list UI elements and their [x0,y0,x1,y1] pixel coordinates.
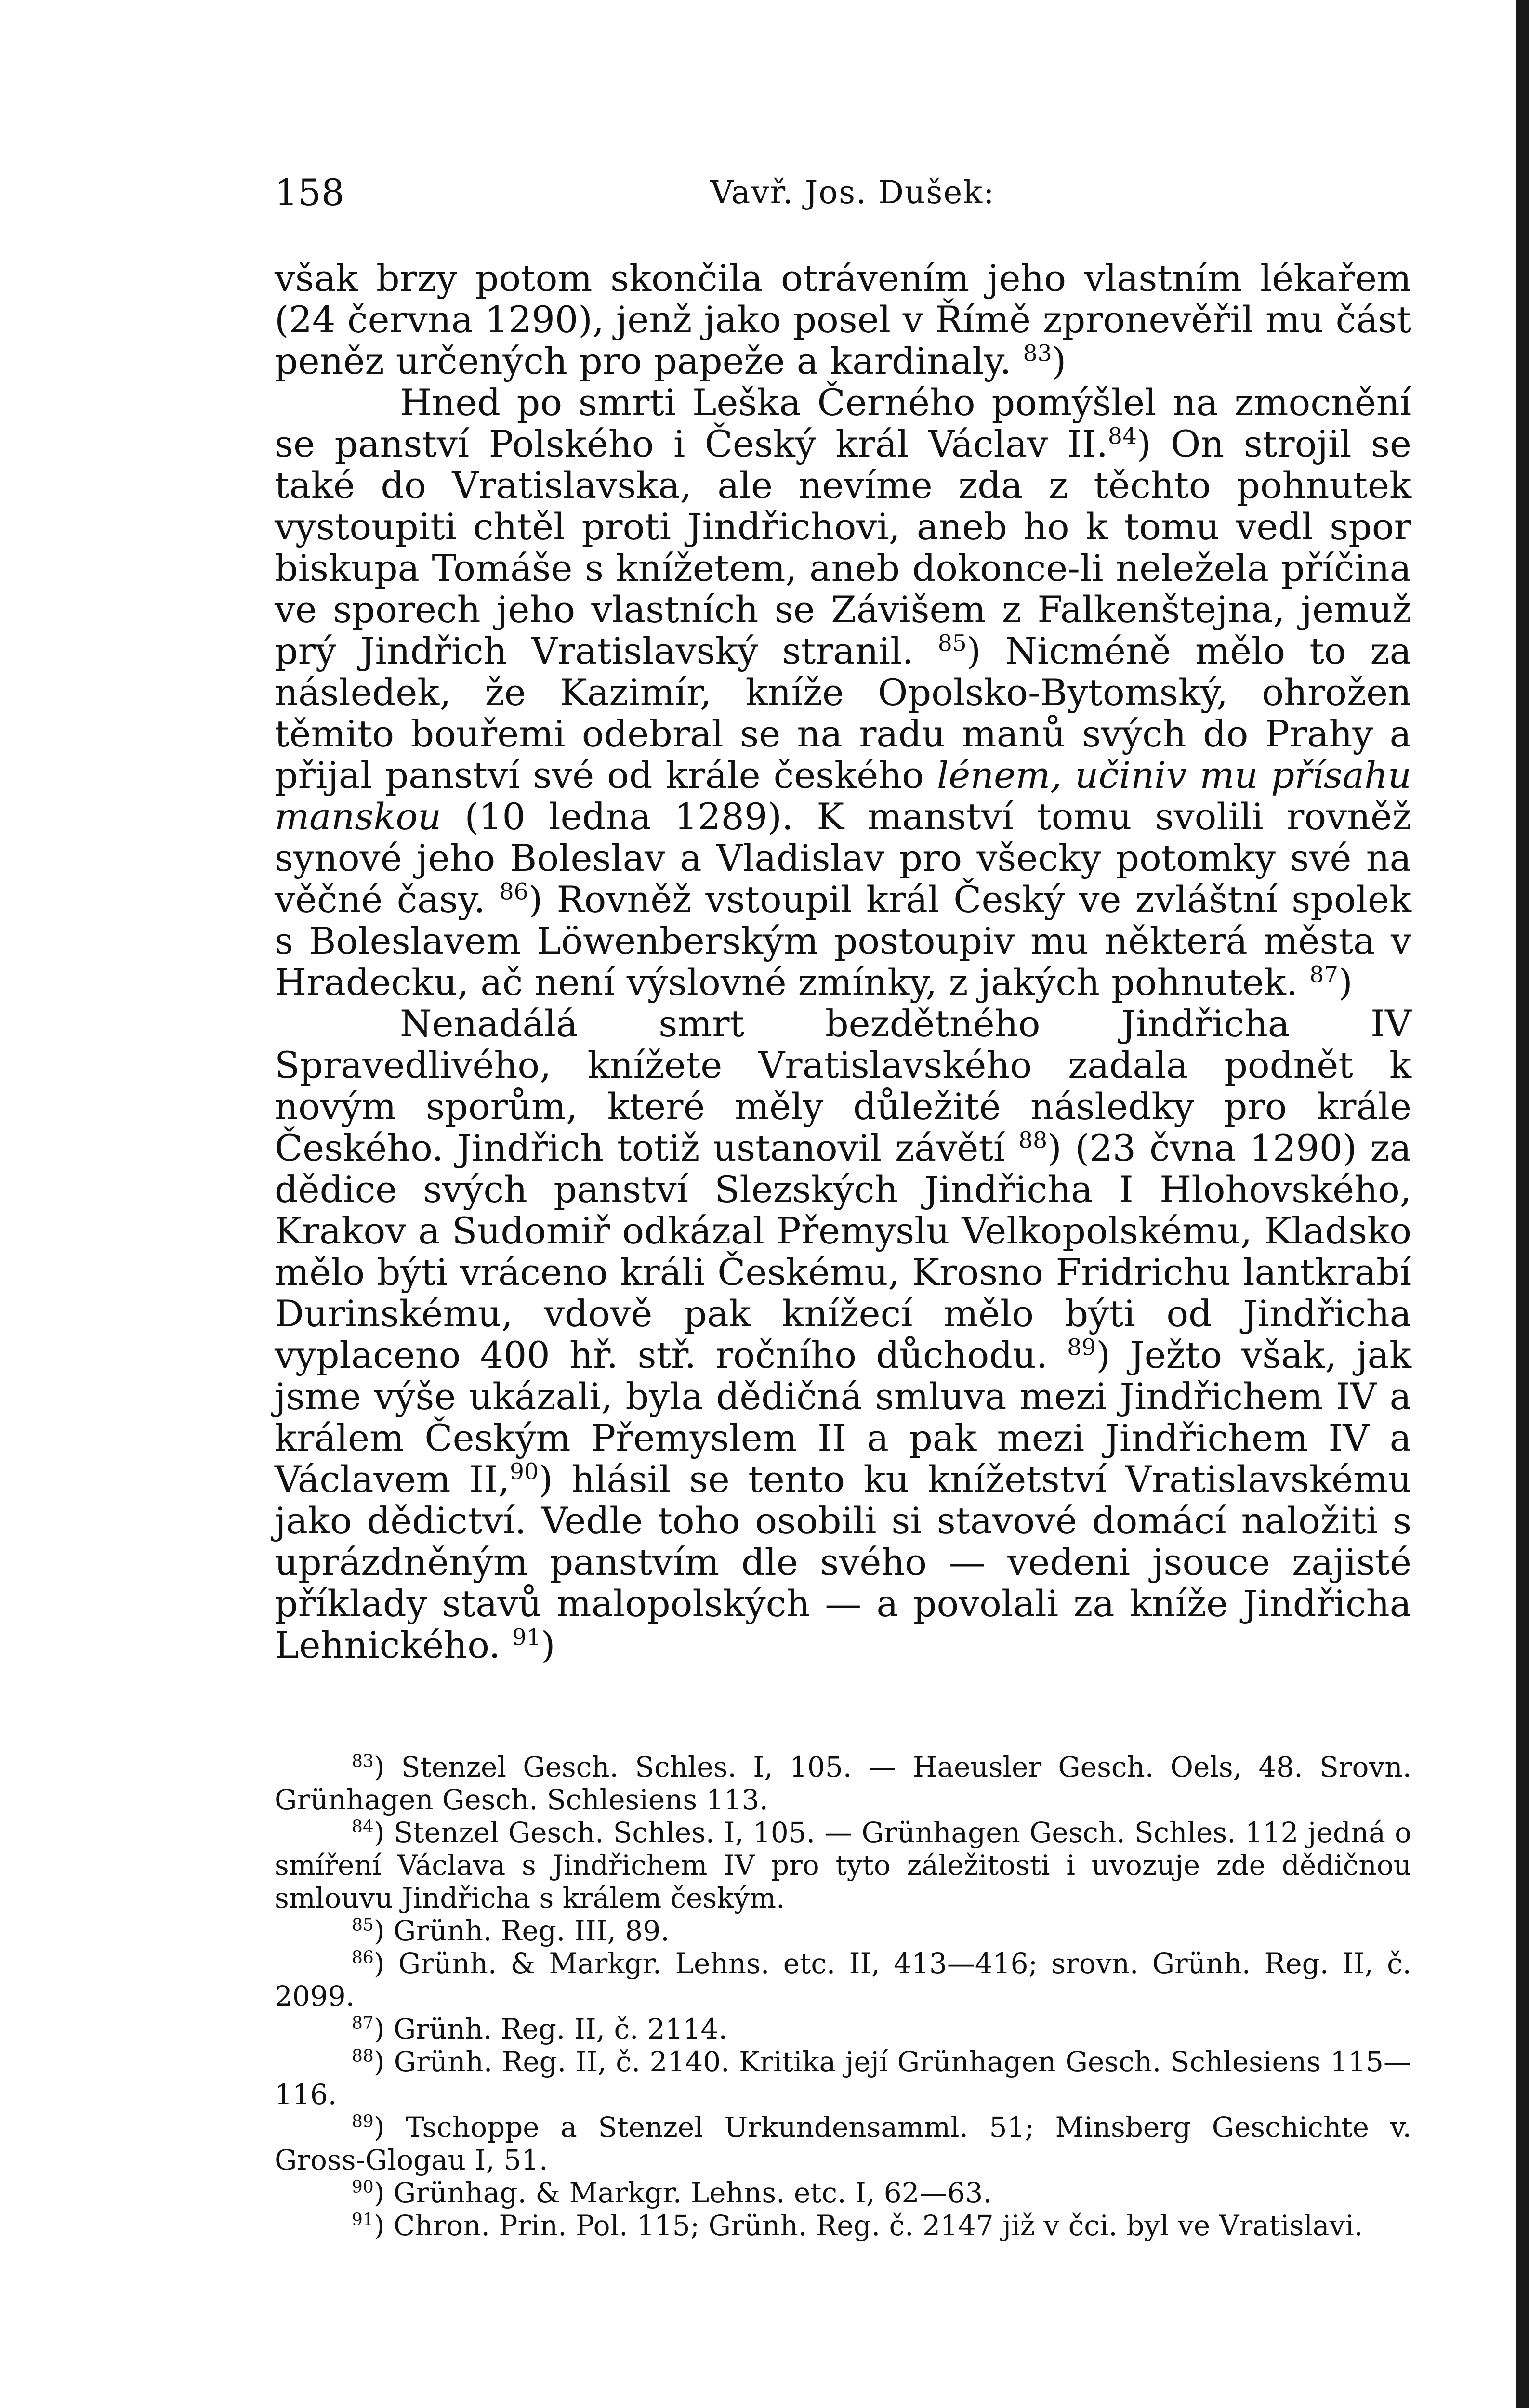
footnote-text: ) Tschoppe a Stenzel Urkundensamml. 51; Minsberg Geschichte v. Gross-Glogau I, 51. [275,2111,1411,2176]
text-run: ) Nicméně mělo to za následek, že Kazimír, kníže Opolsko-Bytomský, ohrožen těmito bouřemi odebral se na radu manů svých do Prahy a přijal panství své od krále českého [275,629,1412,797]
footnote-88 [275,2045,1411,2111]
footnote-number: 86 [352,1948,374,1968]
footnote-text: ) Grünh. Reg. III, 89. [373,1914,670,1947]
footnote-text: ) Chron. Prin. Pol. 115; Grünh. Reg. č. 2147 již v čci. byl ve Vratislavi. [373,2209,1363,2242]
text-run: (10 ledna 1289). K manství tomu svolili rovněž synové jeho Boleslav a Vladislav pro všecky potomky své na věčné časy. [275,795,1411,921]
footnote-text: ) Grünh. Reg. II, č. 2140. Kritika její Grünhagen Gesch. Schlesiens 115—116. [275,2045,1411,2111]
footnote-ref-91: 91 [512,1624,541,1651]
page-edge-border [1516,0,1529,2408]
footnote-91 [275,2209,1411,2242]
footnote-85 [275,1914,1411,1947]
text-run: ) [540,1623,555,1666]
footnotes [275,1751,1411,2242]
footnote-text: ) Stenzel Gesch. Schles. I, 105. — Haeusler Gesch. Oels, 48. Srovn. Grünhagen Gesch. Schlesiens 113. [275,1751,1411,1816]
text-run: ) hlásil se tento ku knížetství Vratislavskému jako dědictví. Vedle toho osobili si stavové domácí naložiti s uprázdněným panstvím dle svého — vedeni jsouce zajisté příklady stavů malopolských — a povolali za kníže Jindřicha Lehnického. [275,1458,1411,1666]
text-run: ) [1338,961,1353,1004]
footnote-89 [275,2111,1411,2176]
paragraph-2 [275,382,1411,1003]
text-run: ) On strojil se také do Vratislavska, ale nevíme zda z těchto pohnutek vystoupiti chtěl proti Jindřichovi, aneb ho k tomu vedl spor biskupa Tomáše s knížetem, aneb dokonce-li neležela příčina ve sporech jeho vlastních se Závišem z Falkenštejna, jemuž prý Jindřich Vratislavský stranil. [275,422,1411,672]
footnote-86 [275,1947,1411,2013]
paragraph-3 [275,1003,1411,1666]
main-text [275,258,1411,1666]
text-run: ) [1052,340,1067,382]
footnote-87 [275,2013,1411,2045]
footnote-ref-90: 90 [510,1458,539,1485]
footnote-number: 87 [352,2013,374,2033]
footnote-ref-86: 86 [499,878,528,905]
text-run: ) Rovněž vstoupil král Český ve zvláštní spolek s Boleslavem Löwenberským postoupiv mu některá města v Hradecku, ač není výslovné zmínky, z jakých pohnutek. [275,878,1412,1004]
footnote-text: ) Grünh. & Markgr. Lehns. etc. II, 413—416; srovn. Grünh. Reg. II, č. 2099. [275,1947,1411,2013]
footnote-ref-88: 88 [1018,1127,1048,1154]
footnote-number: 90 [352,2177,374,2197]
page-header [275,164,1431,222]
paragraph-1 [275,258,1411,382]
page-number: 158 [275,171,345,214]
footnote-ref-83: 83 [1023,340,1052,367]
footnote-ref-84: 84 [1107,423,1137,450]
footnote-number: 89 [352,2111,374,2132]
footnote-ref-85: 85 [937,630,967,657]
footnote-84 [275,1816,1411,1914]
footnote-number: 83 [352,1751,374,1771]
footnote-number: 85 [352,1915,374,1935]
text-run: Nenadálá smrt bezdětného Jindřicha IV Spravedlivého, knížete Vratislavského zadala podnět k novým sporům, které měly důležité následky pro krále Českého. Jindřich totiž ustanovil závětí [275,1002,1411,1169]
text-run: ) Ježto však, jak jsme výše ukázali, byla dědičná smluva mezi Jindřichem IV a králem Českým Přemyslem II a pak mezi Jindřichem IV a Václavem II, [275,1334,1411,1501]
text-run: ) (23 čvna 1290) za dědice svých panství Slezských Jindřicha I Hlohovského, Krakov a Sudomiř odkázal Přemyslu Velkopolskému, Kladsko mělo býti vráceno králi Českému, Krosno Fridrichu lantkrabí Durinskému, vdově pak knížecí mělo býti od Jindřicha vyplaceno 400 hř. stř. ročního důchodu. [275,1126,1411,1376]
footnote-90 [275,2176,1411,2209]
footnote-number: 84 [352,1817,374,1837]
footnote-text: ) Stenzel Gesch. Schles. I, 105. — Grünhagen Gesch. Schles. 112 jedná o smíření Václava s Jindřichem IV pro tyto záležitosti i uvozuje zde dědičnou smlouvu Jindřicha s králem českým. [275,1816,1411,1914]
running-head: Vavř. Jos. Dušek: [710,174,995,211]
text-run: však brzy potom skončila otrávením jeho vlastním lékařem (24 června 1290), jenž jako posel v Římě zpronevěřil mu část peněz určených pro papeže a kardinaly. [275,257,1411,382]
footnote-83 [275,1751,1411,1816]
footnote-text: ) Grünhag. & Markgr. Lehns. etc. I, 62—63. [373,2176,992,2209]
footnote-text: ) Grünh. Reg. II, č. 2114. [373,2013,727,2045]
footnote-number: 88 [352,2046,374,2066]
footnote-ref-89: 89 [1067,1334,1096,1361]
italic-phrase: lénem, učiniv mu přísahu manskou [275,754,1412,838]
text-run: Hned po smrti Leška Černého pomýšlel na zmocnění se panství Polského i Český král Václav II. [275,381,1411,465]
footnote-number: 91 [352,2210,374,2230]
footnote-ref-87: 87 [1309,961,1339,988]
